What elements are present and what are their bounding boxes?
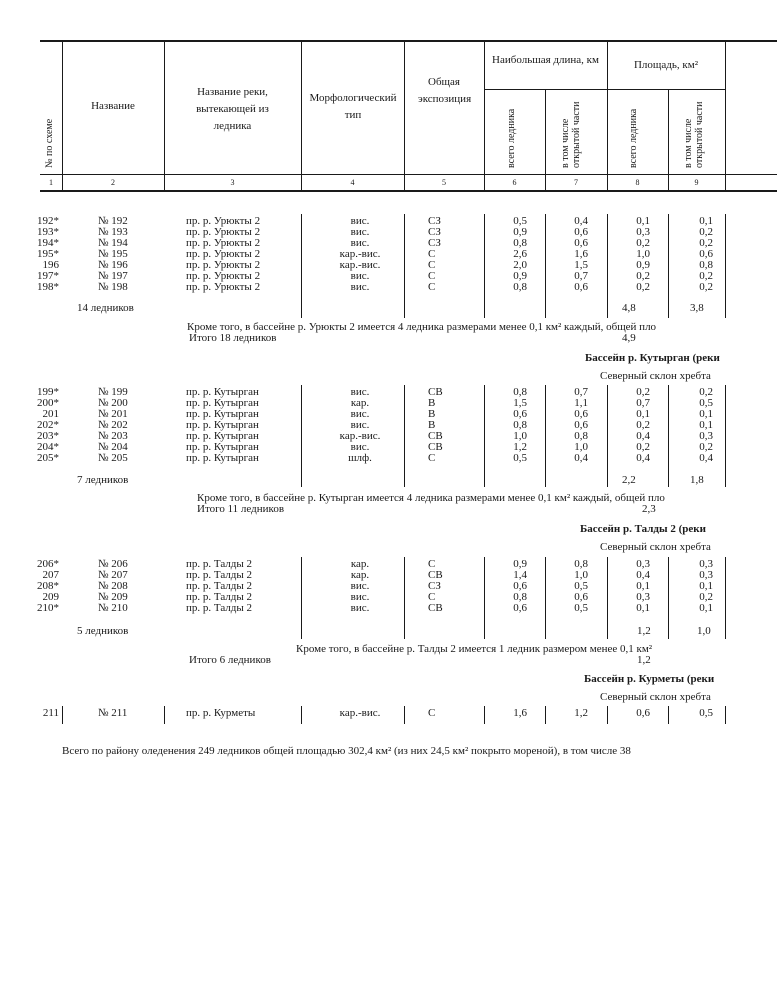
- cell-exposition: СВ: [428, 569, 443, 581]
- cell-no: 199*: [37, 386, 59, 398]
- cell-length-open: 0,7: [574, 270, 588, 282]
- cell-length: 0,8: [513, 591, 527, 603]
- column-number: 4: [350, 178, 355, 187]
- cell-length-open: 1,2: [574, 707, 588, 719]
- cell-area-open: 0,2: [699, 281, 713, 293]
- header-river: Название реки, вытекающей из ледника: [196, 86, 269, 132]
- group2-note-area: 2,3: [642, 503, 656, 515]
- cell-no: 208*: [37, 580, 59, 592]
- cell-length-open: 1,0: [574, 569, 588, 581]
- cell-river: пр. р. Урюкты 2: [186, 259, 261, 271]
- cell-type: шлф.: [348, 452, 372, 464]
- cell-length-open: 1,0: [574, 441, 588, 453]
- cell-length-open: 0,4: [574, 452, 588, 464]
- cell-type: вис.: [350, 226, 370, 238]
- summary-footer: Всего по району оледенения 249 ледников общей площадью 302,4 км² (из них 24,5 км² покрыто мореной), в том числе 38: [62, 745, 631, 757]
- cell-length-open: 0,5: [574, 580, 588, 592]
- cell-name: № 207: [98, 569, 128, 581]
- group1-note: Кроме того, в бассейне р. Урюкты 2 имеется 4 ледника размерами менее 0,1 км² каждый, общей пло: [187, 321, 657, 333]
- cell-area-open: 0,2: [699, 237, 713, 249]
- cell-area-open: 0,1: [699, 215, 713, 227]
- cell-river: пр. р. Кутырган: [186, 386, 259, 398]
- cell-name: № 205: [98, 452, 128, 464]
- cell-area-open: 0,2: [699, 226, 713, 238]
- header-divider: [725, 42, 726, 190]
- cell-length: 0,9: [513, 270, 527, 282]
- column-rule: [607, 706, 608, 724]
- cell-no: 196: [42, 259, 59, 271]
- group3-count: 5 ледников: [77, 625, 129, 637]
- cell-name: № 192: [98, 215, 128, 227]
- column-number: 5: [442, 178, 446, 187]
- cell-type: вис.: [350, 602, 370, 614]
- cell-area: 0,9: [636, 259, 650, 271]
- cell-name: № 194: [98, 237, 128, 249]
- column-rule: [301, 385, 302, 487]
- header-exposition: Общая экспозиция: [418, 76, 472, 105]
- column-rule: [484, 557, 485, 639]
- basin-title: Бассейн р. Кутырган (реки: [585, 352, 720, 364]
- cell-name: № 195: [98, 248, 128, 260]
- cell-length-open: 0,7: [574, 386, 588, 398]
- group1-total-line: Итого 18 ледников: [189, 332, 277, 344]
- header-divider: [164, 42, 165, 190]
- cell-no: 209: [42, 591, 59, 603]
- cell-area: 0,1: [636, 408, 650, 420]
- group2-total-area: 2,2: [622, 474, 636, 486]
- cell-name: № 200: [98, 397, 128, 409]
- column-rule: [607, 214, 608, 318]
- cell-name: № 206: [98, 558, 128, 570]
- cell-length-open: 0,8: [574, 430, 588, 442]
- cell-no: 195*: [37, 248, 59, 260]
- cell-no: 203*: [37, 430, 59, 442]
- column-rule: [301, 557, 302, 639]
- cell-type: вис.: [350, 386, 370, 398]
- cell-river: пр. р. Урюкты 2: [186, 248, 261, 260]
- column-rule: [668, 706, 669, 724]
- column-number: 6: [512, 178, 517, 187]
- cell-river: пр. р. Кутырган: [186, 419, 259, 431]
- cell-name: № 210: [98, 602, 128, 614]
- cell-river: пр. р. Талды 2: [186, 591, 253, 603]
- cell-river: пр. р. Урюкты 2: [186, 237, 261, 249]
- cell-exposition: С: [428, 259, 436, 271]
- cell-area: 1,0: [636, 248, 650, 260]
- cell-area-open: 0,3: [699, 569, 713, 581]
- slope-title: Северный склон хребта: [600, 370, 711, 382]
- cell-area-open: 0,2: [699, 441, 713, 453]
- cell-length-open: 0,6: [574, 591, 588, 603]
- cell-type: вис.: [350, 441, 370, 453]
- cell-exposition: СВ: [428, 602, 443, 614]
- cell-length-open: 0,6: [574, 408, 588, 420]
- cell-no: 200*: [37, 397, 59, 409]
- cell-length: 0,8: [513, 237, 527, 249]
- cell-length-open: 0,5: [574, 602, 588, 614]
- cell-area-open: 0,2: [699, 591, 713, 603]
- group3-note: Кроме того, в бассейне р. Талды 2 имеется 1 ледник размером менее 0,1 км²: [296, 643, 653, 655]
- cell-name: № 211: [98, 707, 128, 719]
- header-name: Название: [91, 100, 135, 112]
- cell-length-open: 1,5: [574, 259, 588, 271]
- cell-name: № 197: [98, 270, 128, 282]
- cell-length: 1,6: [513, 707, 527, 719]
- cell-exposition: С: [428, 558, 436, 570]
- header-divider: [301, 42, 302, 190]
- cell-length-open: 0,8: [574, 558, 588, 570]
- header-length-group: Наибольшая длина, км: [492, 54, 599, 66]
- cell-name: № 208: [98, 580, 128, 592]
- column-rule: [607, 557, 608, 639]
- cell-no: 202*: [37, 419, 59, 431]
- column-rule: [484, 706, 485, 724]
- cell-river: пр. р. Кутырган: [186, 452, 259, 464]
- cell-area: 0,4: [636, 569, 650, 581]
- cell-length-open: 0,6: [574, 281, 588, 293]
- cell-no: 210*: [37, 602, 59, 614]
- cell-river: пр. р. Кутырган: [186, 408, 259, 420]
- cell-length: 0,5: [513, 452, 527, 464]
- column-rule: [545, 706, 546, 724]
- header-area-group: Площадь, км²: [633, 59, 698, 71]
- cell-length: 1,5: [513, 397, 527, 409]
- group1-count: 14 ледников: [77, 302, 134, 314]
- cell-type: вис.: [350, 408, 370, 420]
- cell-area-open: 0,6: [699, 248, 713, 260]
- cell-type: вис.: [350, 419, 370, 431]
- header-area-open: в том числе открытой части: [683, 101, 705, 168]
- cell-length: 1,2: [513, 441, 527, 453]
- cell-name: № 201: [98, 408, 128, 420]
- cell-exposition: В: [428, 419, 436, 431]
- cell-name: № 196: [98, 259, 128, 271]
- cell-exposition: С: [428, 452, 436, 464]
- column-rule: [404, 557, 405, 639]
- cell-area-open: 0,3: [699, 558, 713, 570]
- table-row: [0, 603, 777, 614]
- group1-note-area: 4,9: [622, 332, 636, 344]
- cell-area: 0,3: [636, 591, 650, 603]
- cell-name: № 203: [98, 430, 128, 442]
- group3-total-open: 1,0: [697, 625, 711, 637]
- table-row: [0, 453, 777, 464]
- cell-exposition: СЗ: [428, 580, 441, 592]
- cell-river: пр. р. Урюкты 2: [186, 270, 261, 282]
- group2-total-open: 1,8: [690, 474, 704, 486]
- cell-no: 201: [42, 408, 59, 420]
- column-rule: [484, 214, 485, 318]
- cell-type: вис.: [350, 591, 370, 603]
- cell-exposition: С: [428, 707, 436, 719]
- column-rule: [164, 706, 165, 724]
- cell-exposition: СЗ: [428, 237, 441, 249]
- cell-type: кар.-вис.: [339, 259, 381, 271]
- cell-length-open: 0,4: [574, 215, 588, 227]
- slope-title: Северный склон хребта: [600, 691, 711, 703]
- cell-length-open: 1,1: [574, 397, 588, 409]
- group3-total-area: 1,2: [637, 625, 651, 637]
- cell-area: 0,1: [636, 580, 650, 592]
- column-rule: [62, 706, 63, 724]
- column-rule: [484, 385, 485, 487]
- cell-area: 0,6: [636, 707, 650, 719]
- cell-exposition: С: [428, 248, 436, 260]
- cell-area-open: 0,5: [699, 397, 713, 409]
- column-number: 8: [635, 178, 640, 187]
- column-number: 7: [574, 178, 578, 187]
- cell-no: 211: [42, 707, 59, 719]
- basin-title: Бассейн р. Курметы (реки: [584, 673, 715, 685]
- column-rule: [668, 385, 669, 487]
- cell-length: 0,9: [513, 558, 527, 570]
- header-area-total: всего ледника: [628, 108, 639, 168]
- cell-exposition: В: [428, 397, 436, 409]
- cell-type: кар.: [350, 558, 370, 570]
- cell-length: 0,5: [513, 215, 527, 227]
- cell-area-open: 0,1: [699, 602, 713, 614]
- cell-area-open: 0,2: [699, 386, 713, 398]
- cell-exposition: СЗ: [428, 226, 441, 238]
- cell-type: кар.: [350, 569, 370, 581]
- cell-exposition: СВ: [428, 430, 443, 442]
- cell-area: 0,2: [636, 237, 650, 249]
- header-divider: [545, 90, 546, 190]
- column-rule: [725, 557, 726, 639]
- cell-river: пр. р. Кутырган: [186, 397, 259, 409]
- cell-river: пр. р. Талды 2: [186, 602, 253, 614]
- column-number: 1: [49, 178, 53, 187]
- cell-exposition: С: [428, 270, 436, 282]
- cell-length: 0,6: [513, 408, 527, 420]
- cell-type: вис.: [350, 237, 370, 249]
- cell-exposition: С: [428, 591, 436, 603]
- column-rule: [545, 214, 546, 318]
- column-rule: [301, 706, 302, 724]
- cell-length: 2,6: [513, 248, 527, 260]
- cell-length: 0,8: [513, 419, 527, 431]
- cell-river: пр. р. Талды 2: [186, 580, 253, 592]
- cell-area: 0,1: [636, 602, 650, 614]
- cell-area: 0,2: [636, 441, 650, 453]
- header-morphology: Морфологический тип: [309, 92, 397, 121]
- group2-count: 7 ледников: [77, 474, 129, 486]
- column-rule: [404, 385, 405, 487]
- cell-area-open: 0,2: [699, 270, 713, 282]
- column-rule: [607, 385, 608, 487]
- column-number: 9: [694, 178, 699, 187]
- cell-area: 0,2: [636, 281, 650, 293]
- column-rule: [725, 385, 726, 487]
- cell-no: 192*: [37, 215, 59, 227]
- column-rule: [668, 557, 669, 639]
- cell-length-open: 0,6: [574, 226, 588, 238]
- header-length-open: в том числе открытой части: [560, 101, 582, 168]
- cell-no: 205*: [37, 452, 59, 464]
- cell-river: пр. р. Талды 2: [186, 569, 253, 581]
- cell-name: № 209: [98, 591, 128, 603]
- cell-name: № 199: [98, 386, 128, 398]
- cell-area-open: 0,4: [699, 452, 713, 464]
- cell-length: 0,9: [513, 226, 527, 238]
- header-divider: [668, 90, 669, 190]
- cell-river: пр. р. Курметы: [186, 707, 256, 719]
- cell-area: 0,4: [636, 430, 650, 442]
- cell-type: кар.-вис.: [339, 430, 381, 442]
- cell-no: 194*: [37, 237, 59, 249]
- cell-area-open: 0,8: [699, 259, 713, 271]
- cell-length: 1,0: [513, 430, 527, 442]
- header-divider: [404, 42, 405, 190]
- cell-type: вис.: [350, 270, 370, 282]
- group1-total-open: 3,8: [690, 302, 704, 314]
- cell-area-open: 0,3: [699, 430, 713, 442]
- cell-no: 197*: [37, 270, 59, 282]
- header-group-rule: [484, 89, 725, 90]
- cell-length: 2,0: [513, 259, 527, 271]
- cell-river: пр. р. Талды 2: [186, 558, 253, 570]
- cell-exposition: СВ: [428, 386, 443, 398]
- column-rule: [404, 706, 405, 724]
- cell-length: 0,6: [513, 580, 527, 592]
- column-number: 3: [230, 178, 235, 187]
- cell-area-open: 0,5: [699, 707, 713, 719]
- cell-area: 0,2: [636, 386, 650, 398]
- cell-exposition: СЗ: [428, 215, 441, 227]
- header-scheme-number: № по схеме: [44, 118, 55, 168]
- cell-exposition: В: [428, 408, 436, 420]
- cell-area: 0,7: [636, 397, 650, 409]
- cell-exposition: СВ: [428, 441, 443, 453]
- cell-no: 198*: [37, 281, 59, 293]
- column-rule: [725, 214, 726, 318]
- group2-note: Кроме того, в бассейне р. Кутырган имеется 4 ледника размерами менее 0,1 км² каждый, общей пло: [197, 492, 665, 504]
- column-rule: [545, 385, 546, 487]
- cell-area: 0,2: [636, 270, 650, 282]
- column-rule: [725, 706, 726, 724]
- cell-type: кар.-вис.: [339, 248, 381, 260]
- cell-length: 0,6: [513, 602, 527, 614]
- column-rule: [545, 557, 546, 639]
- cell-river: пр. р. Кутырган: [186, 441, 259, 453]
- cell-exposition: С: [428, 281, 436, 293]
- slope-title: Северный склон хребта: [600, 541, 711, 553]
- cell-length: 0,8: [513, 281, 527, 293]
- cell-name: № 204: [98, 441, 128, 453]
- column-rule: [301, 214, 302, 318]
- cell-name: № 193: [98, 226, 128, 238]
- header-length-total: всего ледника: [506, 108, 517, 168]
- cell-length-open: 1,6: [574, 248, 588, 260]
- group3-total-line: Итого 6 ледников: [189, 654, 271, 666]
- group1-total-area: 4,8: [622, 302, 636, 314]
- cell-river: пр. р. Кутырган: [186, 430, 259, 442]
- cell-length: 1,4: [513, 569, 527, 581]
- header-divider: [62, 42, 63, 190]
- table-row: [0, 708, 777, 719]
- cell-area: 0,4: [636, 452, 650, 464]
- header-mid-rule: [40, 174, 777, 175]
- cell-name: № 198: [98, 281, 128, 293]
- basin-title: Бассейн р. Талды 2 (реки: [580, 523, 706, 535]
- cell-area-open: 0,1: [699, 419, 713, 431]
- cell-type: вис.: [350, 215, 370, 227]
- cell-no: 204*: [37, 441, 59, 453]
- cell-area: 0,2: [636, 419, 650, 431]
- cell-no: 207: [42, 569, 59, 581]
- cell-no: 193*: [37, 226, 59, 238]
- cell-area: 0,3: [636, 558, 650, 570]
- cell-area: 0,1: [636, 215, 650, 227]
- cell-type: вис.: [350, 580, 370, 592]
- cell-type: кар.: [350, 397, 370, 409]
- cell-name: № 202: [98, 419, 128, 431]
- cell-type: кар.-вис.: [339, 707, 381, 719]
- table-row: [0, 282, 777, 293]
- column-rule: [668, 214, 669, 318]
- cell-length-open: 0,6: [574, 237, 588, 249]
- cell-no: 206*: [37, 558, 59, 570]
- group3-note-area: 1,2: [637, 654, 651, 666]
- header-top-rule: [40, 40, 777, 42]
- cell-river: пр. р. Урюкты 2: [186, 215, 261, 227]
- cell-area-open: 0,1: [699, 408, 713, 420]
- cell-area: 0,3: [636, 226, 650, 238]
- cell-length-open: 0,6: [574, 419, 588, 431]
- header-bottom-rule: [40, 190, 777, 192]
- column-number: 2: [111, 178, 115, 187]
- cell-area-open: 0,1: [699, 580, 713, 592]
- group2-total-line: Итого 11 ледников: [197, 503, 285, 515]
- cell-river: пр. р. Урюкты 2: [186, 226, 261, 238]
- cell-type: вис.: [350, 281, 370, 293]
- column-rule: [404, 214, 405, 318]
- cell-length: 0,8: [513, 386, 527, 398]
- cell-river: пр. р. Урюкты 2: [186, 281, 261, 293]
